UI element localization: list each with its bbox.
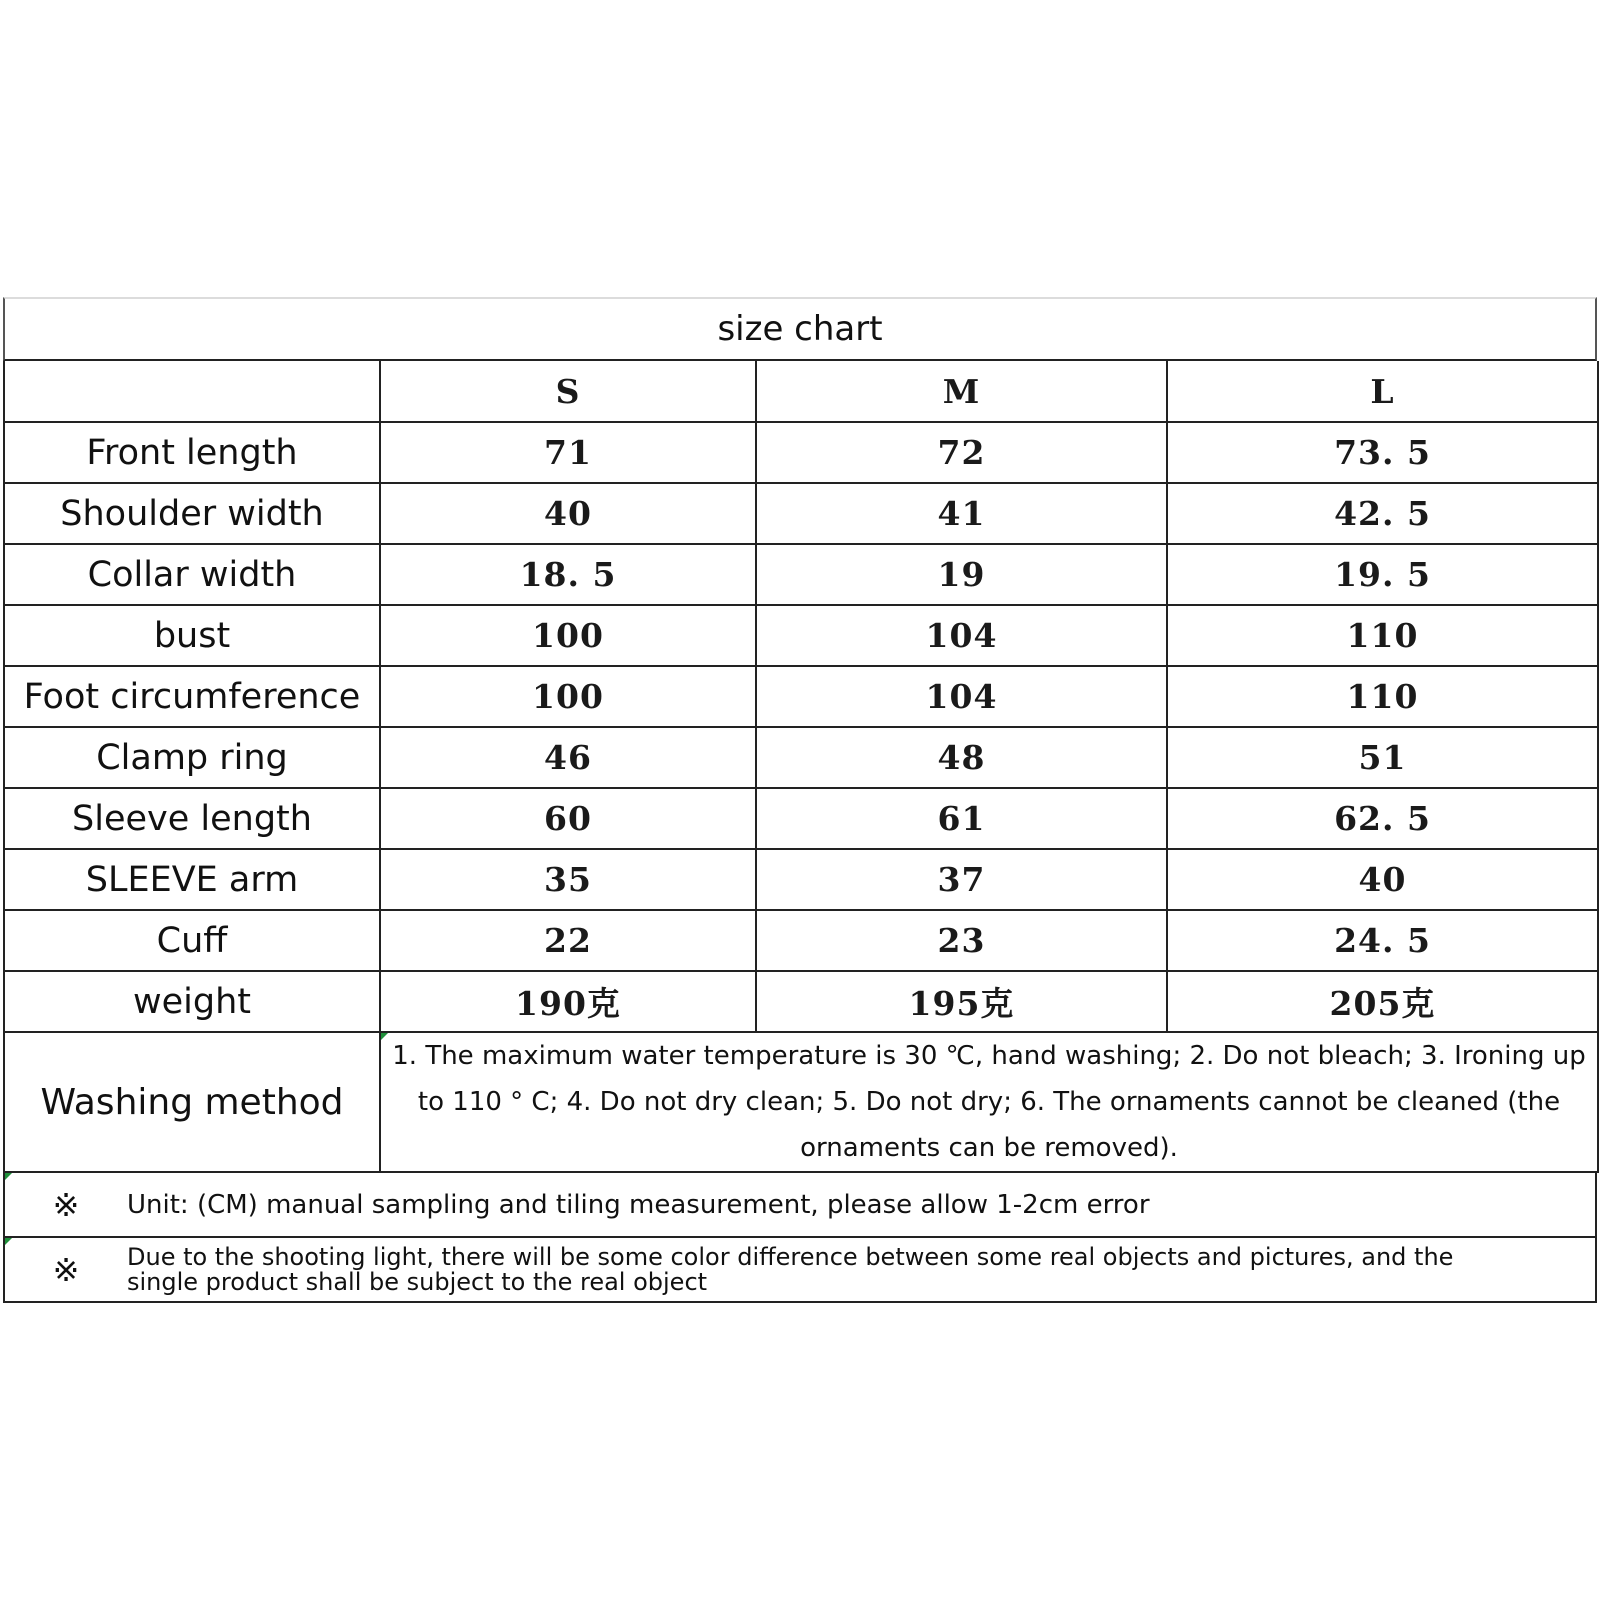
value-cell: 190克 bbox=[380, 971, 756, 1032]
chart-title: size chart bbox=[3, 297, 1597, 361]
size-header-l: L bbox=[1167, 361, 1598, 422]
table-row bbox=[4, 788, 1598, 849]
value-cell: 40 bbox=[1167, 849, 1598, 910]
value-cell: 35 bbox=[380, 849, 756, 910]
table-row bbox=[4, 483, 1598, 544]
value-cell: 40 bbox=[380, 483, 756, 544]
value-cell: 23 bbox=[756, 910, 1167, 971]
table-row bbox=[4, 727, 1598, 788]
green-corner-marker bbox=[5, 1173, 12, 1180]
color-note-row bbox=[3, 1238, 1597, 1303]
row-label: Front length bbox=[4, 422, 380, 483]
value-cell: 72 bbox=[756, 422, 1167, 483]
color-note-text: Due to the shooting light, there will be some color difference between some real objects and pictures, and the single product shall be subject to the real object bbox=[127, 1242, 1454, 1296]
value-cell: 46 bbox=[380, 727, 756, 788]
value-cell: 42. 5 bbox=[1167, 483, 1598, 544]
value-cell: 100 bbox=[380, 666, 756, 727]
table-row bbox=[4, 422, 1598, 483]
value-cell: 104 bbox=[756, 605, 1167, 666]
value-cell: 37 bbox=[756, 849, 1167, 910]
size-header-m: M bbox=[756, 361, 1167, 422]
row-label: Sleeve length bbox=[4, 788, 380, 849]
size-header-row bbox=[4, 361, 1598, 422]
row-label: Shoulder width bbox=[4, 483, 380, 544]
table-row bbox=[4, 910, 1598, 971]
value-cell: 73. 5 bbox=[1167, 422, 1598, 483]
value-cell: 18. 5 bbox=[380, 544, 756, 605]
reference-mark-icon: ※ bbox=[52, 1185, 80, 1224]
value-cell: 62. 5 bbox=[1167, 788, 1598, 849]
value-cell: 71 bbox=[380, 422, 756, 483]
value-cell: 22 bbox=[380, 910, 756, 971]
washing-row bbox=[4, 1032, 1598, 1172]
table-row bbox=[4, 849, 1598, 910]
value-cell: 19. 5 bbox=[1167, 544, 1598, 605]
table-row bbox=[4, 544, 1598, 605]
value-cell: 110 bbox=[1167, 605, 1598, 666]
unit-note-row bbox=[3, 1173, 1597, 1238]
row-label: Clamp ring bbox=[4, 727, 380, 788]
value-cell: 110 bbox=[1167, 666, 1598, 727]
unit-note-text: Unit: (CM) manual sampling and tiling measurement, please allow 1-2cm error bbox=[127, 1189, 1150, 1220]
row-label: Foot circumference bbox=[4, 666, 380, 727]
table-row bbox=[4, 605, 1598, 666]
row-label: SLEEVE arm bbox=[4, 849, 380, 910]
value-cell: 205克 bbox=[1167, 971, 1598, 1032]
row-label: Collar width bbox=[4, 544, 380, 605]
value-cell: 19 bbox=[756, 544, 1167, 605]
table-row bbox=[4, 971, 1598, 1032]
value-cell: 41 bbox=[756, 483, 1167, 544]
value-cell: 48 bbox=[756, 727, 1167, 788]
size-table bbox=[3, 361, 1599, 1173]
green-corner-marker bbox=[5, 1238, 12, 1245]
corner-cell bbox=[4, 361, 380, 422]
value-cell: 195克 bbox=[756, 971, 1167, 1032]
washing-method-label: Washing method bbox=[4, 1032, 380, 1172]
value-cell: 24. 5 bbox=[1167, 910, 1598, 971]
value-cell: 51 bbox=[1167, 727, 1598, 788]
size-chart-sheet bbox=[3, 297, 1597, 1303]
value-cell: 100 bbox=[380, 605, 756, 666]
value-cell: 60 bbox=[380, 788, 756, 849]
reference-mark-icon: ※ bbox=[52, 1250, 80, 1289]
value-cell: 61 bbox=[756, 788, 1167, 849]
washing-method-text bbox=[380, 1032, 1598, 1172]
washing-instructions: 1. The maximum water temperature is 30 ℃, hand washing; 2. Do not bleach; 3. Ironing up to 110 ° C; 4. Do not dry clean; 5. Do not dry; 6. The ornaments cannot be cleaned (the ornaments can be removed). bbox=[392, 1041, 1586, 1163]
table-row bbox=[4, 666, 1598, 727]
row-label: Cuff bbox=[4, 910, 380, 971]
value-cell: 104 bbox=[756, 666, 1167, 727]
row-label: bust bbox=[4, 605, 380, 666]
size-header-s: S bbox=[380, 361, 756, 422]
green-corner-marker bbox=[381, 1033, 388, 1040]
row-label: weight bbox=[4, 971, 380, 1032]
